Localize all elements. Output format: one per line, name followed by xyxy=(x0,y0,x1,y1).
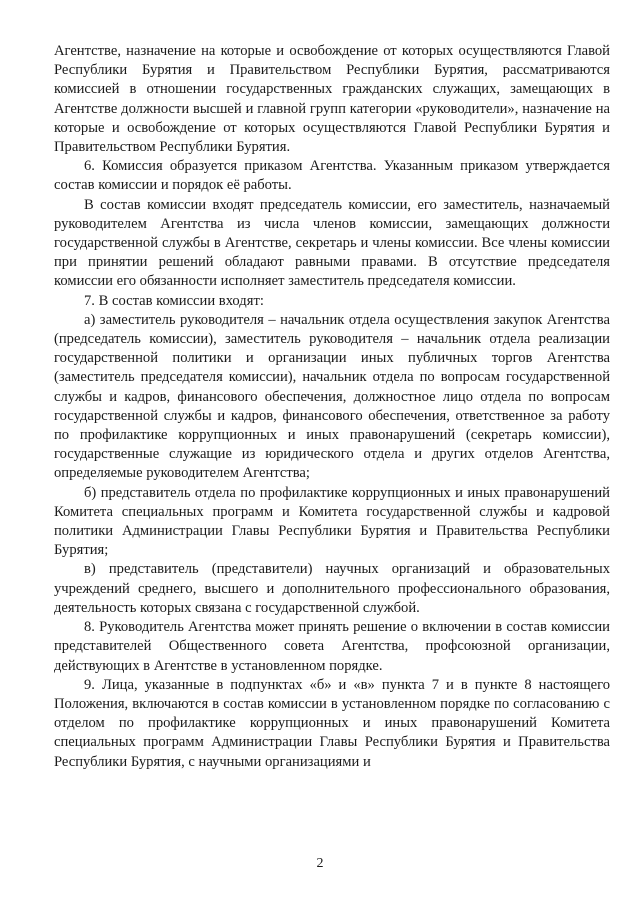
paragraph-item-8: 8. Руководитель Агентства может принять решение о включении в состав комиссии представителей Общественного совета Агентства, профсоюзной организации, действующих в Агентстве в установленном порядке. xyxy=(54,619,610,674)
page-number: 2 xyxy=(316,856,324,871)
paragraph-item-7v: в) представитель (представители) научных организаций и образовательных учреждений среднего, высшего и дополнительного профессионального образования, деятельность которых связана с государственной службой. xyxy=(54,561,610,616)
paragraph-item-7a: а) заместитель руководителя – начальник отдела осуществления закупок Агентства (председатель комиссии), заместитель руководителя – начальник отдела реализации государственной политики и организации иных публичных торгов Агентства (заместитель председателя комиссии), начальник отдела по вопросам государственной службы и кадров, финансового обеспечения, должностное лицо отдела по вопросам государственной службы и кадров, финансового обеспечения, ответственное за работу по профилактике коррупционных и иных правонарушений (секретарь комиссии), государственные служащие из юридического отдела и других отделов Агентства, определяемые руководителем Агентства; xyxy=(54,311,610,482)
paragraph-item-9: 9. Лица, указанные в подпунктах «б» и «в» пункта 7 и в пункте 8 настоящего Положения, включаются в состав комиссии в установленном порядке по согласованию с отделом по профилактике коррупционных и иных правонарушений Комитета специальных программ Администрации Главы Республики Бурятия и Правительства Республики Бурятия, с научными организациями и xyxy=(54,676,610,770)
paragraph-item-6: 6. Комиссия образуется приказом Агентства. Указанным приказом утверждается состав комиссии и порядок её работы. xyxy=(54,158,610,194)
document-body xyxy=(54,42,610,772)
paragraph-commission-composition: В состав комиссии входят председатель комиссии, его заместитель, назначаемый руководителем Агентства из числа членов комиссии, замещающих должности государственной службы в Агентстве, секретарь и члены комиссии. Все члены комиссии при принятии решений обладают равными правами. В отсутствие председателя комиссии его обязанности исполняет заместитель председателя комиссии. xyxy=(54,196,610,290)
paragraph-item-7: 7. В состав комиссии входят: xyxy=(84,292,264,309)
paragraph-item-7b: б) представитель отдела по профилактике коррупционных и иных правонарушений Комитета специальных программ и Комитета государственной службы и кадровой политики Администрации Главы Республики Бурятия и Правительства Республики Бурятия; xyxy=(54,484,610,559)
paragraph-continuation: Агентстве, назначение на которые и освобождение от которых осуществляются Главой Республики Бурятия и Правительством Республики Бурятия, рассматриваются комиссией в отношении государственных гражданских служащих, замещающих в Агентстве должности высшей и главной групп категории «руководители», назначение на которые и освобождение от которых осуществляются Главой Республики Бурятия и Правительством Республики Бурятия. xyxy=(54,43,610,156)
